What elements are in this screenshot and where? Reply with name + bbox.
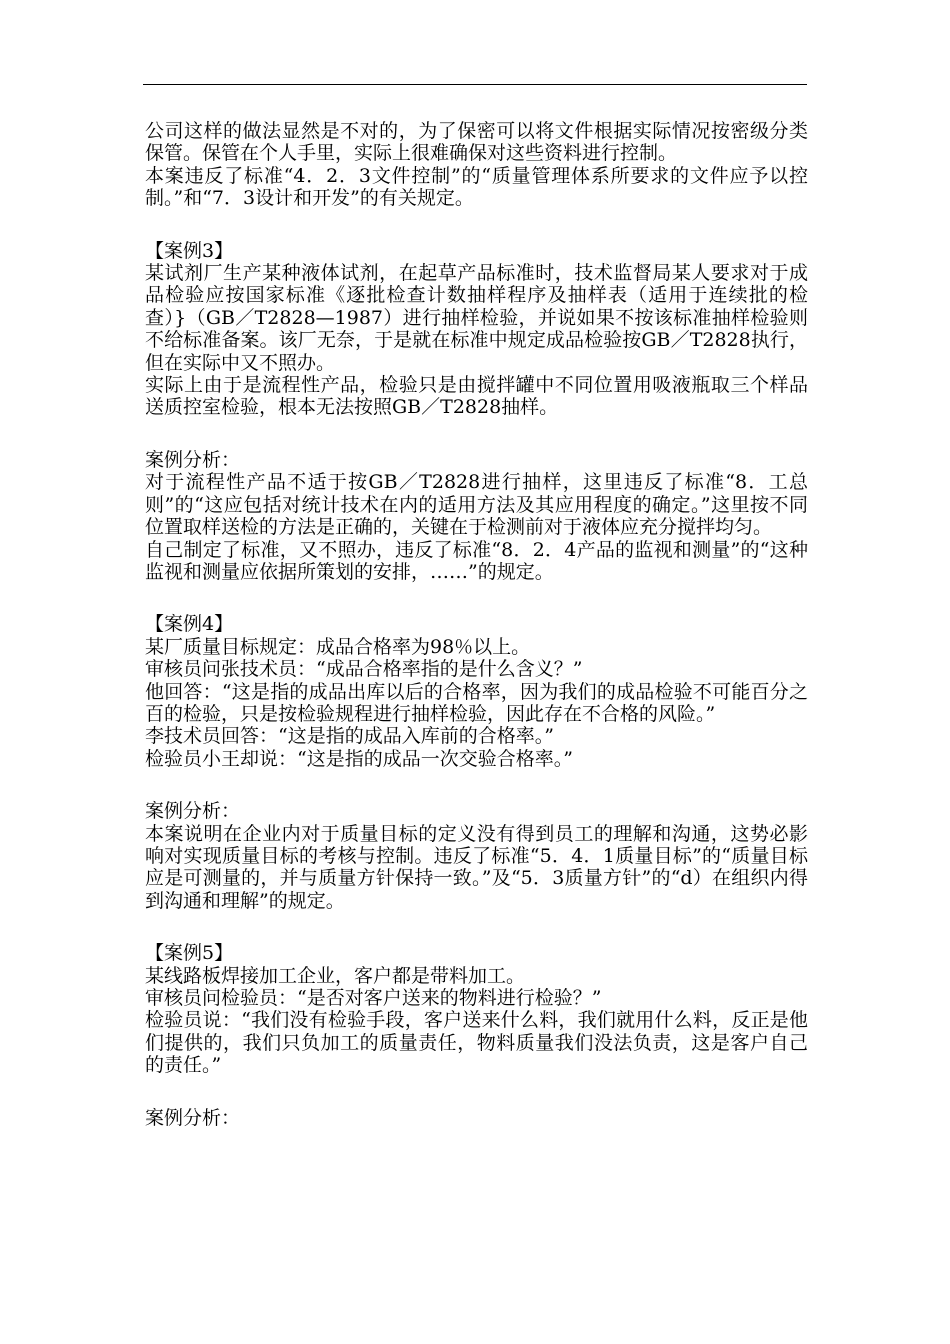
paragraph: 审核员问张技术员：“成品合格率指的是什么含义？”	[145, 658, 583, 681]
paragraph: 案例分析：	[145, 800, 241, 823]
paragraph: 检验员说：“我们没有检验手段，客户送来什么料，我们就用什么料，反正是他们提供的，我们只负加工的质量责任，物料质量我们没法负责，这是客户自己的责任。”	[145, 1009, 808, 1077]
paragraph: 实际上由于是流程性产品，检验只是由搅拌罐中不同位置用吸液瓶取三个样品送质控室检验，根本无法按照GB／T2828抽样。	[145, 374, 808, 419]
header-rule	[143, 84, 807, 85]
paragraph: 对于流程性产品不适于按GB／T2828进行抽样，这里违反了标准“8．工总则”的“这应包括对统计技术在内的适用方法及其应用程度的确定。”这里按不同位置取样送检的方法是正确的，关键在于检测前对于液体应充分搅拌均匀。	[145, 471, 808, 539]
paragraph: 审核员问检验员：“是否对客户送来的物料进行检验？”	[145, 987, 602, 1009]
paragraph-gap	[145, 210, 808, 240]
paragraph-gap	[145, 419, 808, 449]
paragraph: 自己制定了标准，又不照办，违反了标准“8．2．4产品的监视和测量”的“这种监视和测量应依据所策划的安排，……”的规定。	[145, 538, 808, 583]
paragraph: 案例分析：	[145, 1106, 241, 1129]
paragraph: 某厂质量目标规定：成品合格率为98％以上。	[145, 635, 531, 658]
document-body	[145, 120, 808, 1129]
paragraph: 本案说明在企业内对于质量目标的定义没有得到员工的理解和沟通，这势必影响对实现质量目标的考核与控制。违反了标准“5．4．1质量目标”的“质量目标应是可测量的，并与质量方针保持一致。”及“5．3质量方针”的“d）在组织内得到沟通和理解”的规定。	[145, 822, 808, 912]
paragraph: 公司这样的做法显然是不对的，为了保密可以将文件根据实际情况按密级分类保管。保管在个人手里，实际上很难确保对这些资料进行控制。	[145, 120, 808, 165]
paragraph: 【案例5】	[145, 942, 234, 965]
paragraph: 本案违反了标准“4．2．3文件控制”的“质量管理体系所要求的文件应予以控制。”和“7．3设计和开发”的有关规定。	[145, 164, 808, 210]
paragraph: 案例分析：	[145, 448, 241, 471]
paragraph: 某试剂厂生产某种液体试剂，在起草产品标准时，技术监督局某人要求对于成品检验应按国家标准《逐批检查计数抽样程序及抽样表（适用于连续批的检查）}（GB／T2828—1987）进行抽样检验，并说如果不按该标准抽样检验则不给标准备案。该厂无奈，于是就在标准中规定成品检验按GB／T2828执行，但在实际中又不照办。	[145, 262, 808, 374]
paragraph-gap	[145, 912, 808, 942]
paragraph-gap	[145, 583, 808, 613]
paragraph: 某线路板焊接加工企业，客户都是带料加工。	[145, 964, 526, 987]
paragraph-gap	[145, 1077, 808, 1107]
paragraph-gap	[145, 770, 808, 800]
paragraph: 他回答：“这是指的成品出库以后的合格率，因为我们的成品检验不可能百分之百的检验，只是按检验规程进行抽样检验，因此存在不合格的风险。”	[145, 680, 808, 725]
paragraph: 【案例4】	[145, 613, 234, 636]
paragraph: 李技术员回答：“这是指的成品入库前的合格率。”	[145, 725, 554, 748]
paragraph: 【案例3】	[145, 239, 234, 262]
paragraph: 检验员小王却说：“这是指的成品一次交验合格率。”	[145, 747, 573, 770]
